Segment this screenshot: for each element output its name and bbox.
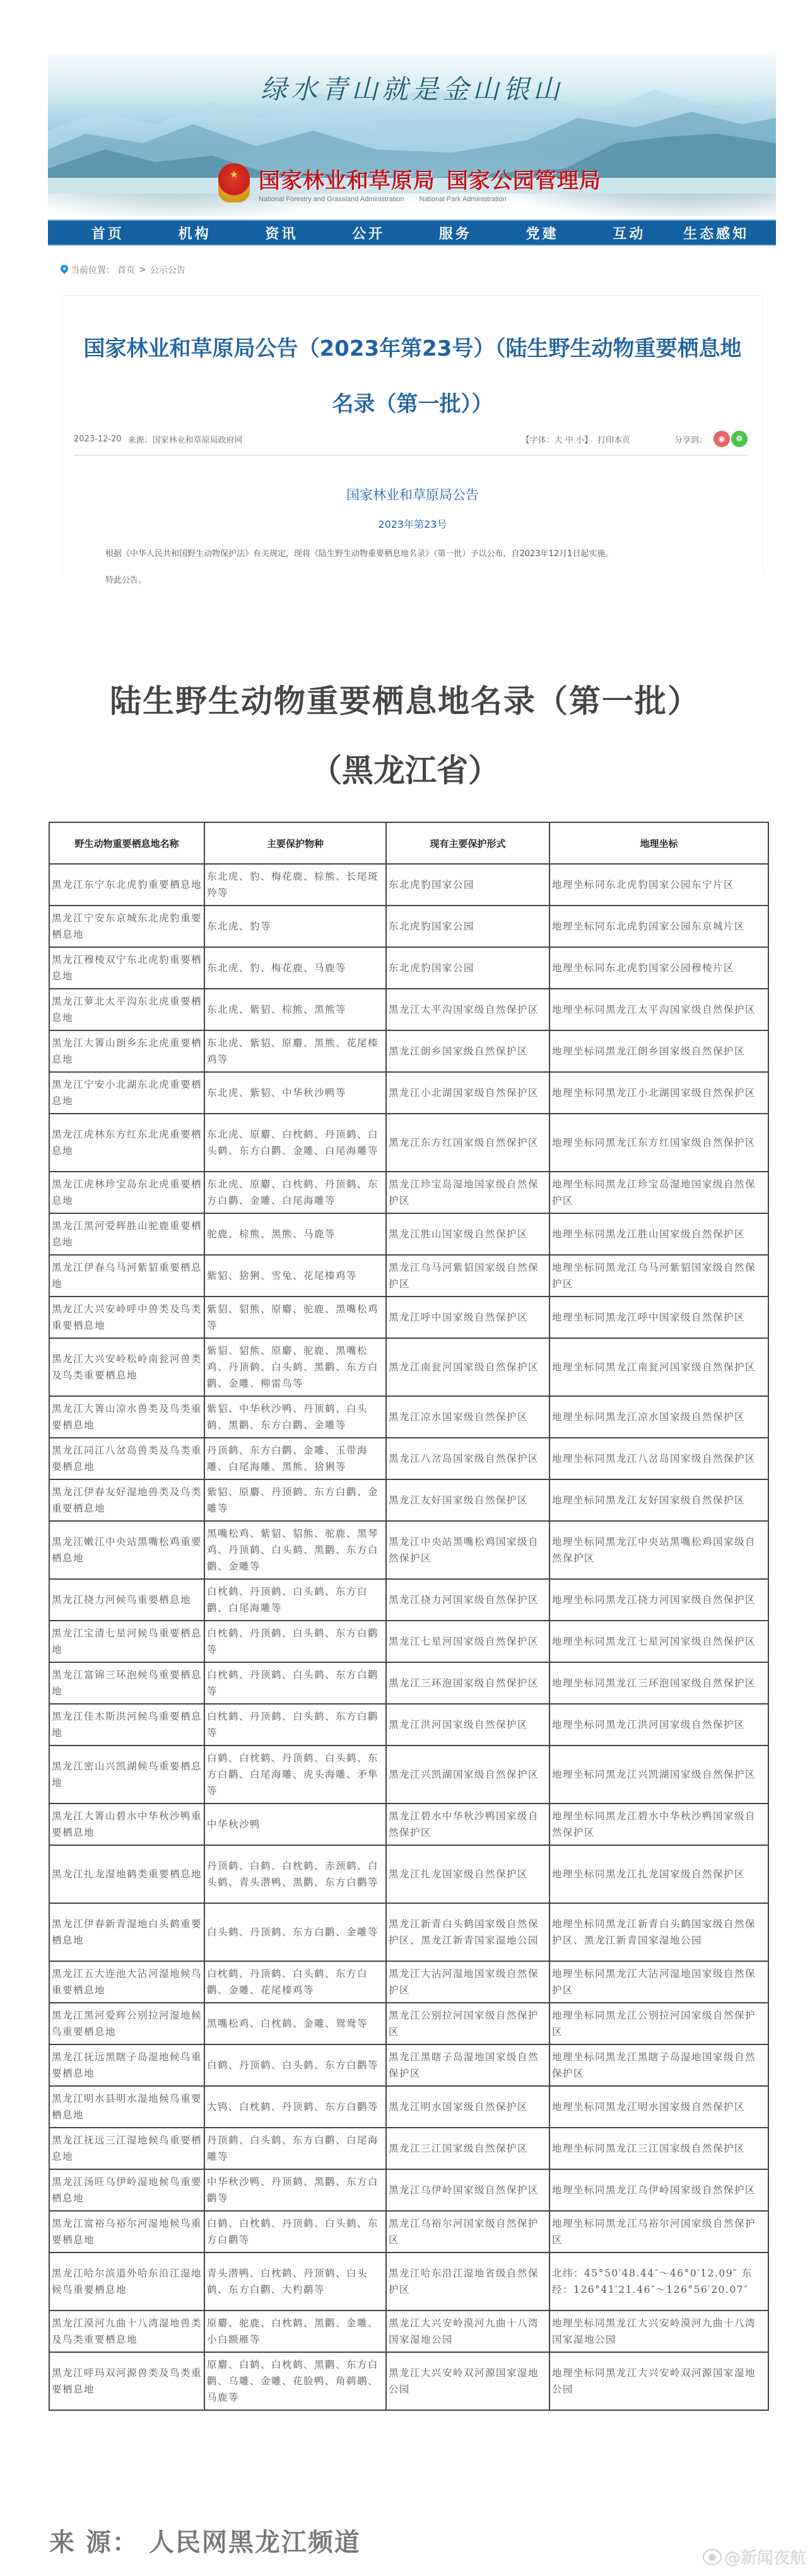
table-row xyxy=(49,2253,768,2311)
wechat-share-icon[interactable]: ❁ xyxy=(731,431,748,447)
table-body xyxy=(49,864,768,2410)
org-name-park-en: National Park Administration xyxy=(419,195,507,203)
cell-protection-form: 黑龙江凉水国家级自然保护区 xyxy=(386,1396,549,1438)
table-row xyxy=(49,2086,768,2128)
table-row xyxy=(49,1903,768,1961)
nav-item-organization[interactable]: 机构 xyxy=(178,226,211,242)
table-row xyxy=(49,1961,768,2003)
table-row xyxy=(49,1297,768,1338)
cell-species: 白枕鹤、丹顶鹤、白头鹤、东方白鹳等 xyxy=(204,1662,386,1704)
cell-coordinates: 地理坐标同东北虎豹国家公园穆棱片区 xyxy=(549,947,768,989)
table-row xyxy=(49,1804,768,1845)
cell-species: 东北虎、原麝、白枕鹤、丹顶鹤、东方白鹳、金雕、白尾海雕等 xyxy=(204,1172,386,1213)
cell-coordinates: 地理坐标同黑龙江碧水中华秋沙鸭国家级自然保护区 xyxy=(549,1804,768,1845)
cell-protection-form: 黑龙江公别拉河国家级自然保护区 xyxy=(386,2003,549,2044)
table-row xyxy=(49,1746,768,1804)
font-size-control: 【字体：大 中 小】 xyxy=(521,435,592,445)
cell-protection-form: 黑龙江太平沟国家级自然保护区 xyxy=(386,989,549,1030)
table-row xyxy=(49,2169,768,2211)
meta-divider xyxy=(74,455,748,456)
cell-coordinates: 地理坐标同黑龙江南瓮河国家级自然保护区 xyxy=(549,1338,768,1396)
cell-coordinates: 地理坐标同黑龙江新青白头鹤国家级自然保护区、黑龙江新青国家湿地公园 xyxy=(549,1903,768,1961)
cell-species: 紫貂、貂熊、原麝、驼鹿、黑嘴松鸡等 xyxy=(204,1297,386,1338)
cell-species: 东北虎、原麝、白枕鹤、丹顶鹤、白头鹤、东方白鹳、金雕、白尾海雕等 xyxy=(204,1114,386,1172)
cell-habitat-name: 黑龙江抚远三江湿地候鸟重要栖息地 xyxy=(49,2128,204,2169)
nav-item-news[interactable]: 资讯 xyxy=(265,226,298,242)
location-pin-icon xyxy=(61,265,68,275)
cell-protection-form: 黑龙江小北湖国家级自然保护区 xyxy=(386,1072,549,1114)
cell-habitat-name: 黑龙江虎林东方红东北虎重要栖息地 xyxy=(49,1114,204,1172)
cell-protection-form: 黑龙江洪河国家级自然保护区 xyxy=(386,1704,549,1746)
table-header-row xyxy=(49,822,768,864)
cell-coordinates: 地理坐标同黑龙江朗乡国家级自然保护区 xyxy=(549,1030,768,1072)
cell-habitat-name: 黑龙江黑河爱辉公别拉河湿地候鸟重要栖息地 xyxy=(49,2003,204,2044)
cell-coordinates: 北纬：45°50′48.44″～46°0′12.09″ 东经：126°41′21.46″～126°56′20.07″ xyxy=(549,2253,768,2311)
article-source: 来源：国家林业和草原局政府网 xyxy=(127,435,243,445)
table-row xyxy=(49,2311,768,2352)
cell-species: 丹顶鹤、白鹤、白枕鹤、赤颈鹤、白头鹤、青头潜鸭、黑鹳、东方白鹳等 xyxy=(204,1845,386,1903)
cell-coordinates: 地理坐标同黑龙江公别拉河国家级自然保护区 xyxy=(549,2003,768,2044)
cell-coordinates: 地理坐标同黑龙江大兴安岭双河源国家湿地公园 xyxy=(549,2352,768,2410)
cell-coordinates: 地理坐标同黑龙江太平沟国家级自然保护区 xyxy=(549,989,768,1030)
cell-habitat-name: 黑龙江漠河九曲十八湾湿地兽类及鸟类重要栖息地 xyxy=(49,2311,204,2352)
cell-coordinates: 地理坐标同黑龙江珍宝岛湿地国家级自然保护区 xyxy=(549,1172,768,1213)
org-name-park: 国家公园管理局 xyxy=(447,168,601,194)
cell-species: 丹顶鹤、白头鹤、东方白鹳、白尾海雕等 xyxy=(204,2128,386,2169)
breadcrumb xyxy=(61,264,185,276)
breadcrumb-current-link[interactable]: 公示公告 xyxy=(150,265,185,276)
cell-coordinates: 地理坐标同黑龙江大沾河湿地国家级自然保护区 xyxy=(549,1961,768,2003)
weibo-watermark: ◉ @新闻夜航 xyxy=(703,2545,806,2568)
cell-protection-form: 黑龙江南瓮河国家级自然保护区 xyxy=(386,1338,549,1396)
cell-species: 原麝、白鹤、白枕鹤、黑鹳、东方白鹳、乌雕、金雕、花脸鸭、角鹈鹕、马鹿等 xyxy=(204,2352,386,2410)
cell-species: 白头鹤、丹顶鹤、东方白鹳、金雕等 xyxy=(204,1903,386,1961)
table-row xyxy=(49,1255,768,1297)
source-credit: 来 源： 人民网黑龙江频道 xyxy=(49,2528,361,2557)
cell-protection-form: 黑龙江大沾河湿地国家级自然保护区 xyxy=(386,1961,549,2003)
cell-protection-form: 黑龙江三江国家级自然保护区 xyxy=(386,2128,549,2169)
table-row xyxy=(49,2211,768,2253)
cell-protection-form: 黑龙江中央站黑嘴松鸡国家级自然保护区 xyxy=(386,1521,549,1579)
font-large-button[interactable]: 大 xyxy=(554,435,563,445)
cell-protection-form: 东北虎豹国家公园 xyxy=(386,906,549,947)
cell-coordinates: 地理坐标同黑龙江七星河国家级自然保护区 xyxy=(549,1621,768,1662)
cell-protection-form: 东北虎豹国家公园 xyxy=(386,864,549,906)
site-banner xyxy=(48,55,776,216)
publish-date: 2023-12-20 xyxy=(74,434,122,444)
cell-coordinates: 地理坐标同黑龙江八岔岛国家级自然保护区 xyxy=(549,1438,768,1479)
cell-coordinates: 地理坐标同黑龙江三环泡国家级自然保护区 xyxy=(549,1662,768,1704)
cell-species: 白枕鹤、丹顶鹤、白头鹤、东方白鹳、金雕、花尾榛鸡等 xyxy=(204,1961,386,2003)
cell-protection-form: 黑龙江扎龙国家级自然保护区 xyxy=(386,1845,549,1903)
nav-item-home[interactable]: 首页 xyxy=(91,226,124,242)
breadcrumb-separator: > xyxy=(139,265,146,275)
table-row xyxy=(49,1213,768,1255)
cell-species: 东北虎、紫貂、中华秋沙鸭等 xyxy=(204,1072,386,1114)
cell-species: 中华秋沙鸭 xyxy=(204,1804,386,1845)
cell-species: 东北虎、紫貂、原麝、黑熊、花尾榛鸡等 xyxy=(204,1030,386,1072)
cell-habitat-name: 黑龙江黑河爱辉胜山驼鹿重要栖息地 xyxy=(49,1213,204,1255)
table-row xyxy=(49,1479,768,1521)
font-medium-button[interactable]: 中 xyxy=(565,435,573,445)
cell-protection-form: 黑龙江乌马河紫貂国家级自然保护区 xyxy=(386,1255,549,1297)
table-row xyxy=(49,2352,768,2410)
cell-habitat-name: 黑龙江伊春乌马河紫貂重要栖息地 xyxy=(49,1255,204,1297)
cell-coordinates: 地理坐标同黑龙江挠力河国家级自然保护区 xyxy=(549,1579,768,1621)
share-label: 分享到： xyxy=(674,435,707,445)
breadcrumb-label: 当前位置： xyxy=(71,265,115,276)
weibo-share-icon[interactable]: ◉ xyxy=(713,431,730,447)
table-row xyxy=(49,1662,768,1704)
cell-protection-form: 黑龙江明水国家级自然保护区 xyxy=(386,2086,549,2128)
cell-coordinates: 地理坐标同黑龙江小北湖国家级自然保护区 xyxy=(549,1072,768,1114)
cell-protection-form: 黑龙江呼中国家级自然保护区 xyxy=(386,1297,549,1338)
article-card xyxy=(62,295,763,585)
habitat-table xyxy=(49,822,768,2411)
cell-habitat-name: 黑龙江宝清七星河候鸟重要栖息地 xyxy=(49,1621,204,1662)
cell-species: 东北虎、豹、梅花鹿、棕熊、长尾斑羚等 xyxy=(204,864,386,906)
cell-habitat-name: 黑龙江富裕乌裕尔河湿地候鸟重要栖息地 xyxy=(49,2211,204,2253)
org-name-forestry: 国家林业和草原局 xyxy=(259,168,435,194)
cell-species: 大鸨、白枕鹤、丹顶鹤、东方白鹳等 xyxy=(204,2086,386,2128)
cell-habitat-name: 黑龙江伊春友好湿地兽类及鸟类重要栖息地 xyxy=(49,1479,204,1521)
cell-coordinates: 地理坐标同黑龙江乌裕尔河国家级自然保护区 xyxy=(549,2211,768,2253)
cell-habitat-name: 黑龙江扎龙湿地鹤类重要栖息地 xyxy=(49,1845,204,1903)
cell-protection-form: 黑龙江挠力河国家级自然保护区 xyxy=(386,1579,549,1621)
cell-species: 白枕鹤、丹顶鹤、白头鹤、东方白鹳等 xyxy=(204,1621,386,1662)
cell-coordinates: 地理坐标同东北虎豹国家公园东宁片区 xyxy=(549,864,768,906)
cell-coordinates: 地理坐标同东北虎豹国家公园东京城片区 xyxy=(549,906,768,947)
article-title: 国家林业和草原局公告（2023年第23号）（陆生野生动物重要栖息地名录（第一批）） xyxy=(83,336,742,417)
cell-habitat-name: 黑龙江嫩江中央站黑嘴松鸡重要栖息地 xyxy=(49,1521,204,1579)
cell-species: 紫貂、原麝、丹顶鹤、东方白鹳、金雕等 xyxy=(204,1479,386,1521)
cell-habitat-name: 黑龙江密山兴凯湖候鸟重要栖息地 xyxy=(49,1746,204,1804)
cell-habitat-name: 黑龙江大箐山朗乡东北虎重要栖息地 xyxy=(49,1030,204,1072)
province-heading: （黑龙江省） xyxy=(310,752,500,789)
cell-habitat-name: 黑龙江呼玛双河源兽类及鸟类重要栖息地 xyxy=(49,2352,204,2410)
table-row xyxy=(49,1438,768,1479)
nav-item-disclosure[interactable]: 公开 xyxy=(352,226,385,242)
table-row xyxy=(49,1396,768,1438)
cell-protection-form: 黑龙江八岔岛国家级自然保护区 xyxy=(386,1438,549,1479)
table-row xyxy=(49,989,768,1030)
article-meta xyxy=(74,429,748,448)
print-page-button[interactable]: 打印本页 xyxy=(597,435,630,445)
cell-species: 白鹤、白枕鹤、丹顶鹤、白头鹤、东方白鹳、白尾海雕、虎头海雕、矛隼等 xyxy=(204,1746,386,1804)
cell-coordinates: 地理坐标同黑龙江东方红国家级自然保护区 xyxy=(549,1114,768,1172)
cell-habitat-name: 黑龙江宁安东京城东北虎豹重要栖息地 xyxy=(49,906,204,947)
table-row xyxy=(49,1114,768,1172)
cell-protection-form: 黑龙江三环泡国家级自然保护区 xyxy=(386,1662,549,1704)
cell-habitat-name: 黑龙江大箐山碧水中华秋沙鸭重要栖息地 xyxy=(49,1804,204,1845)
national-emblem-icon xyxy=(218,163,250,202)
cell-protection-form: 黑龙江东方红国家级自然保护区 xyxy=(386,1114,549,1172)
cell-species: 紫貂、貂熊、原麝、驼鹿、黑嘴松鸡、丹顶鹤、白头鹤、黑鹳、东方白鹳、金雕、柳雷鸟等 xyxy=(204,1338,386,1396)
cell-coordinates: 地理坐标同黑龙江中央站黑嘴松鸡国家级自然保护区 xyxy=(549,1521,768,1579)
cell-habitat-name: 黑龙江佳木斯洪河候鸟重要栖息地 xyxy=(49,1704,204,1746)
cell-protection-form: 黑龙江七星河国家级自然保护区 xyxy=(386,1621,549,1662)
cell-species: 黑嘴松鸡、白枕鹤、金雕、鸳鸯等 xyxy=(204,2003,386,2044)
table-row xyxy=(49,1030,768,1072)
cell-species: 青头潜鸭、白枕鹤、丹顶鹤、白头鹤、东方白鹳、大杓鹬等 xyxy=(204,2253,386,2311)
cell-protection-form: 黑龙江大兴安岭漠河九曲十八湾国家湿地公园 xyxy=(386,2311,549,2352)
cell-coordinates: 地理坐标同黑龙江乌伊岭国家级自然保护区 xyxy=(549,2169,768,2211)
cell-species: 紫貂、猞猁、雪兔、花尾榛鸡等 xyxy=(204,1255,386,1297)
announcement-subtitle: 国家林业和草原局公告 xyxy=(346,487,479,503)
cell-protection-form: 黑龙江乌伊岭国家级自然保护区 xyxy=(386,2169,549,2211)
cell-protection-form: 黑龙江兴凯湖国家级自然保护区 xyxy=(386,1746,549,1804)
cell-species: 紫貂、中华秋沙鸭、丹顶鹤、白头鹤、黑鹳、东方白鹳、金雕等 xyxy=(204,1396,386,1438)
nav-item-interaction[interactable]: 互动 xyxy=(613,226,646,242)
breadcrumb-home-link[interactable]: 首页 xyxy=(117,265,135,276)
cell-species: 白枕鹤、丹顶鹤、白头鹤、东方白鹳、白尾海雕等 xyxy=(204,1579,386,1621)
font-small-button[interactable]: 小 xyxy=(575,435,584,445)
table-row xyxy=(49,2003,768,2044)
cell-habitat-name: 黑龙江哈尔滨道外哈东沿江湿地候鸟重要栖息地 xyxy=(49,2253,204,2311)
announcement-number: 2023年第23号 xyxy=(378,518,447,530)
table-row xyxy=(49,947,768,989)
cell-coordinates: 地理坐标同黑龙江兴凯湖国家级自然保护区 xyxy=(549,1746,768,1804)
cell-protection-form: 黑龙江黑瞎子岛湿地国家级自然保护区 xyxy=(386,2044,549,2086)
main-nav xyxy=(48,219,776,246)
nav-item-party[interactable]: 党建 xyxy=(525,226,559,242)
cell-protection-form: 黑龙江哈东沿江湿地省级自然保护区 xyxy=(386,2253,549,2311)
table-row xyxy=(49,1072,768,1114)
cell-coordinates: 地理坐标同黑龙江明水国家级自然保护区 xyxy=(549,2086,768,2128)
cell-coordinates: 地理坐标同黑龙江扎龙国家级自然保护区 xyxy=(549,1845,768,1903)
cell-habitat-name: 黑龙江宁安小北湖东北虎重要栖息地 xyxy=(49,1072,204,1114)
cell-habitat-name: 黑龙江虎林珍宝岛东北虎重要栖息地 xyxy=(49,1172,204,1213)
cell-species: 白枕鹤、丹顶鹤、白头鹤、东方白鹳等 xyxy=(204,1704,386,1746)
cell-coordinates: 地理坐标同黑龙江三江国家级自然保护区 xyxy=(549,2128,768,2169)
cell-habitat-name: 黑龙江同江八岔岛兽类及鸟类重要栖息地 xyxy=(49,1438,204,1479)
cell-habitat-name: 黑龙江汤旺乌伊岭湿地候鸟重要栖息地 xyxy=(49,2169,204,2211)
table-row xyxy=(49,864,768,906)
cell-habitat-name: 黑龙江萝北太平沟东北虎重要栖息地 xyxy=(49,989,204,1030)
cell-habitat-name: 黑龙江明水县明水湿地候鸟重要栖息地 xyxy=(49,2086,204,2128)
cell-coordinates: 地理坐标同黑龙江凉水国家级自然保护区 xyxy=(549,1396,768,1438)
cell-protection-form: 黑龙江乌裕尔河国家级自然保护区 xyxy=(386,2211,549,2253)
banner-slogan: 绿水青山就是金山银山 xyxy=(260,74,563,105)
list-heading: 陆生野生动物重要栖息地名录（第一批） xyxy=(110,683,700,720)
column-header-species: 主要保护物种 xyxy=(204,822,386,864)
cell-species: 东北虎、豹等 xyxy=(204,906,386,947)
nav-item-eco-perception[interactable]: 生态感知 xyxy=(683,226,749,242)
cell-habitat-name: 黑龙江富锦三环泡候鸟重要栖息地 xyxy=(49,1662,204,1704)
column-header-coordinates: 地理坐标 xyxy=(549,822,768,864)
cell-species: 东北虎、紫貂、棕熊、黑熊等 xyxy=(204,989,386,1030)
announcement-closing: 特此公告。 xyxy=(105,576,147,585)
cell-habitat-name: 黑龙江伊春新青湿地白头鹤重要栖息地 xyxy=(49,1903,204,1961)
cell-coordinates: 地理坐标同黑龙江黑瞎子岛湿地国家级自然保护区 xyxy=(549,2044,768,2086)
cell-coordinates: 地理坐标同黑龙江呼中国家级自然保护区 xyxy=(549,1297,768,1338)
table-row xyxy=(49,1521,768,1579)
table-row xyxy=(49,1338,768,1396)
cell-habitat-name: 黑龙江东宁东北虎豹重要栖息地 xyxy=(49,864,204,906)
table-row xyxy=(49,2044,768,2086)
cell-protection-form: 黑龙江友好国家级自然保护区 xyxy=(386,1479,549,1521)
cell-species: 驼鹿、棕熊、黑熊、马鹿等 xyxy=(204,1213,386,1255)
site-logo[interactable] xyxy=(218,163,601,203)
column-header-protection: 现有主要保护形式 xyxy=(386,822,549,864)
cell-species: 黑嘴松鸡、紫貂、貂熊、驼鹿、黑琴鸡、丹顶鹤、白头鹤、黑鹳、东方白鹳、金雕等 xyxy=(204,1521,386,1579)
cell-protection-form: 黑龙江朗乡国家级自然保护区 xyxy=(386,1030,549,1072)
cell-species: 原麝、驼鹿、白枕鹤、黑鹳、金雕、小白额雁等 xyxy=(204,2311,386,2352)
column-header-name: 野生动物重要栖息地名称 xyxy=(49,822,204,864)
table-row xyxy=(49,1845,768,1903)
table-row xyxy=(49,906,768,947)
cell-protection-form: 黑龙江珍宝岛湿地国家级自然保护区 xyxy=(386,1172,549,1213)
table-row xyxy=(49,2128,768,2169)
weibo-logo-icon: ◉ xyxy=(703,2549,722,2565)
cell-habitat-name: 黑龙江大箐山凉水兽类及鸟类重要栖息地 xyxy=(49,1396,204,1438)
cell-species: 中华秋沙鸭、丹顶鹤、黑鹳、东方白鹳等 xyxy=(204,2169,386,2211)
cell-species: 白鹤、丹顶鹤、白头鹤、东方白鹳等 xyxy=(204,2044,386,2086)
cell-coordinates: 地理坐标同黑龙江胜山国家级自然保护区 xyxy=(549,1213,768,1255)
table-row xyxy=(49,1621,768,1662)
cell-coordinates: 地理坐标同黑龙江乌马河紫貂国家级自然保护区 xyxy=(549,1255,768,1297)
cell-protection-form: 黑龙江新青白头鹤国家级自然保护区、黑龙江新青国家湿地公园 xyxy=(386,1903,549,1961)
cell-coordinates: 地理坐标同黑龙江大兴安岭漠河九曲十八湾国家湿地公园 xyxy=(549,2311,768,2352)
table-row xyxy=(49,1172,768,1213)
nav-item-services[interactable]: 服务 xyxy=(438,226,472,242)
table-row xyxy=(49,1579,768,1621)
cell-species: 丹顶鹤、东方白鹳、金雕、玉带海雕、白尾海雕、黑熊、猞猁等 xyxy=(204,1438,386,1479)
cell-protection-form: 黑龙江胜山国家级自然保护区 xyxy=(386,1213,549,1255)
table-row xyxy=(49,1704,768,1746)
cell-protection-form: 东北虎豹国家公园 xyxy=(386,947,549,989)
cell-coordinates: 地理坐标同黑龙江友好国家级自然保护区 xyxy=(549,1479,768,1521)
org-name-forestry-en: National Forestry and Grassland Administration xyxy=(259,195,404,203)
cell-species: 东北虎、豹、梅花鹿、马鹿等 xyxy=(204,947,386,989)
announcement-body: 根据《中华人民共和国野生动物保护法》有关规定，现将《陆生野生动物重要栖息地名录》（第一批）予以公布，自2023年12月1日起实施。 xyxy=(105,549,614,559)
cell-species: 白鹤、白枕鹤、丹顶鹤、白头鹤、东方白鹳等 xyxy=(204,2211,386,2253)
cell-habitat-name: 黑龙江挠力河候鸟重要栖息地 xyxy=(49,1579,204,1621)
cell-coordinates: 地理坐标同黑龙江洪河国家级自然保护区 xyxy=(549,1704,768,1746)
cell-habitat-name: 黑龙江五大连池大沾河湿地候鸟重要栖息地 xyxy=(49,1961,204,2003)
cell-protection-form: 黑龙江碧水中华秋沙鸭国家级自然保护区 xyxy=(386,1804,549,1845)
cell-habitat-name: 黑龙江抚远黑瞎子岛湿地候鸟重要栖息地 xyxy=(49,2044,204,2086)
cell-habitat-name: 黑龙江大兴安岭松岭南瓮河兽类及鸟类重要栖息地 xyxy=(49,1338,204,1396)
cell-habitat-name: 黑龙江穆棱双宁东北虎豹重要栖息地 xyxy=(49,947,204,989)
cell-habitat-name: 黑龙江大兴安岭呼中兽类及鸟类重要栖息地 xyxy=(49,1297,204,1338)
cell-protection-form: 黑龙江大兴安岭双河源国家湿地公园 xyxy=(386,2352,549,2410)
